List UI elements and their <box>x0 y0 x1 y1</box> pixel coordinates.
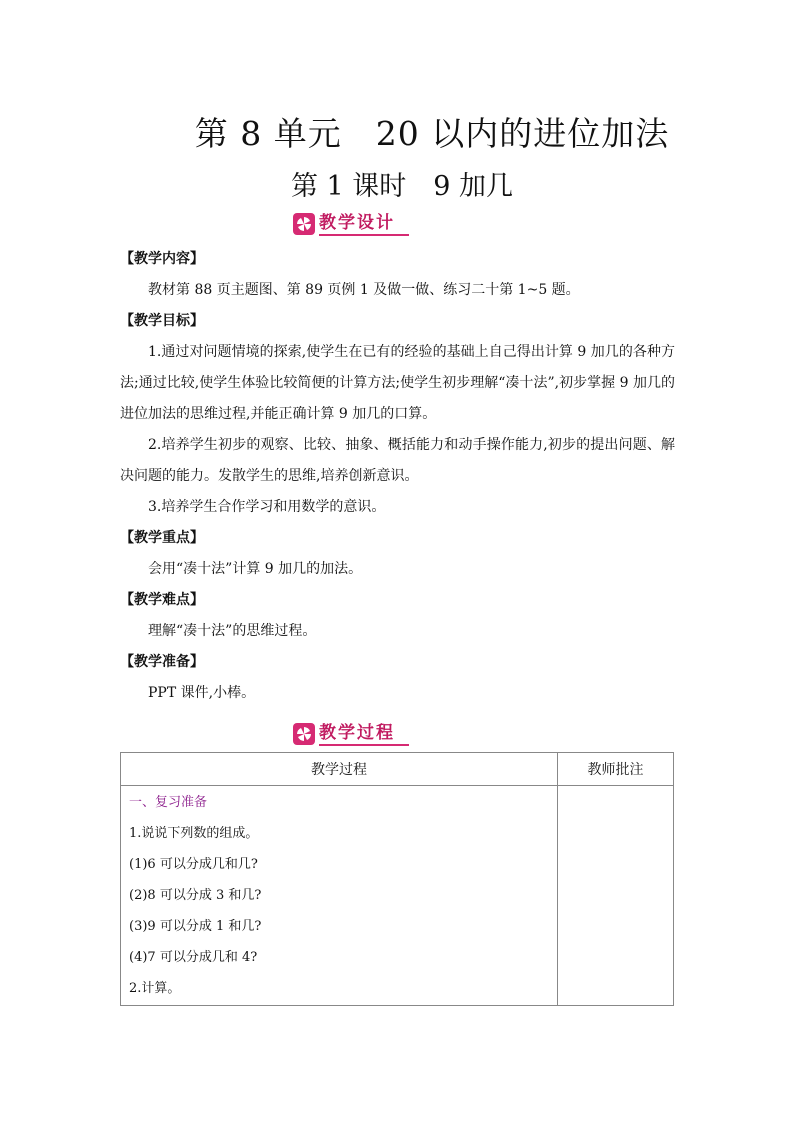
paragraph: PPT 课件,小棒。 <box>148 685 256 701</box>
section-heading-objectives: 【教学目标】 <box>120 313 204 329</box>
column-header-process: 教学过程 <box>121 753 558 786</box>
section-heading-preparation: 【教学准备】 <box>120 654 204 670</box>
process-cell <box>121 786 558 1006</box>
process-line: (4)7 可以分成几和 4? <box>129 950 258 965</box>
table-row <box>121 786 674 1006</box>
section-heading-content: 【教学内容】 <box>120 251 204 267</box>
section-heading-key-points: 【教学重点】 <box>120 530 204 546</box>
paragraph: 会用“凑十法”计算 9 加几的加法。 <box>148 561 363 577</box>
teaching-process-badge <box>293 721 409 747</box>
paragraph: 2.培养学生初步的观察、比较、抽象、概括能力和动手操作能力,初步的提出问题、解决问题的能力。发散学生的思维,培养创新意识。 <box>120 437 675 484</box>
lesson-plan-body <box>120 244 675 709</box>
lesson-title: 第 1 课时 9 加几 <box>290 171 514 202</box>
process-line: (3)9 可以分成 1 和几? <box>129 919 262 934</box>
pinwheel-icon <box>293 213 315 235</box>
paragraph: 3.培养学生合作学习和用数学的意识。 <box>148 499 386 515</box>
process-section-title: 一、复习准备 <box>129 795 208 810</box>
process-line: 2.计算。 <box>129 981 181 996</box>
pinwheel-icon <box>293 723 315 745</box>
teacher-notes-cell <box>558 786 674 1006</box>
unit-title: 第 8 单元 20 以内的进位加法 <box>194 114 670 153</box>
teaching-process-table <box>120 752 674 1006</box>
section-heading-difficulties: 【教学难点】 <box>120 592 204 608</box>
process-line: (2)8 可以分成 3 和几? <box>129 888 262 903</box>
teaching-design-label: 教学设计 <box>319 212 409 236</box>
teaching-design-badge <box>293 211 409 237</box>
paragraph: 教材第 88 页主题图、第 89 页例 1 及做一做、练习二十第 1~5 题。 <box>148 282 580 298</box>
paragraph: 理解“凑十法”的思维过程。 <box>148 623 317 639</box>
column-header-notes: 教师批注 <box>558 753 674 786</box>
process-line: 1.说说下列数的组成。 <box>129 826 259 841</box>
paragraph: 1.通过对问题情境的探索,使学生在已有的经验的基础上自己得出计算 9 加几的各种方法;通过比较,使学生体验比较简便的计算方法;使学生初步理解“凑十法”,初步掌握 9 加几的进位加法的思维过程,并能正确计算 9 加几的口算。 <box>120 344 675 422</box>
process-line: (1)6 可以分成几和几? <box>129 857 258 872</box>
teaching-process-label: 教学过程 <box>319 722 409 746</box>
